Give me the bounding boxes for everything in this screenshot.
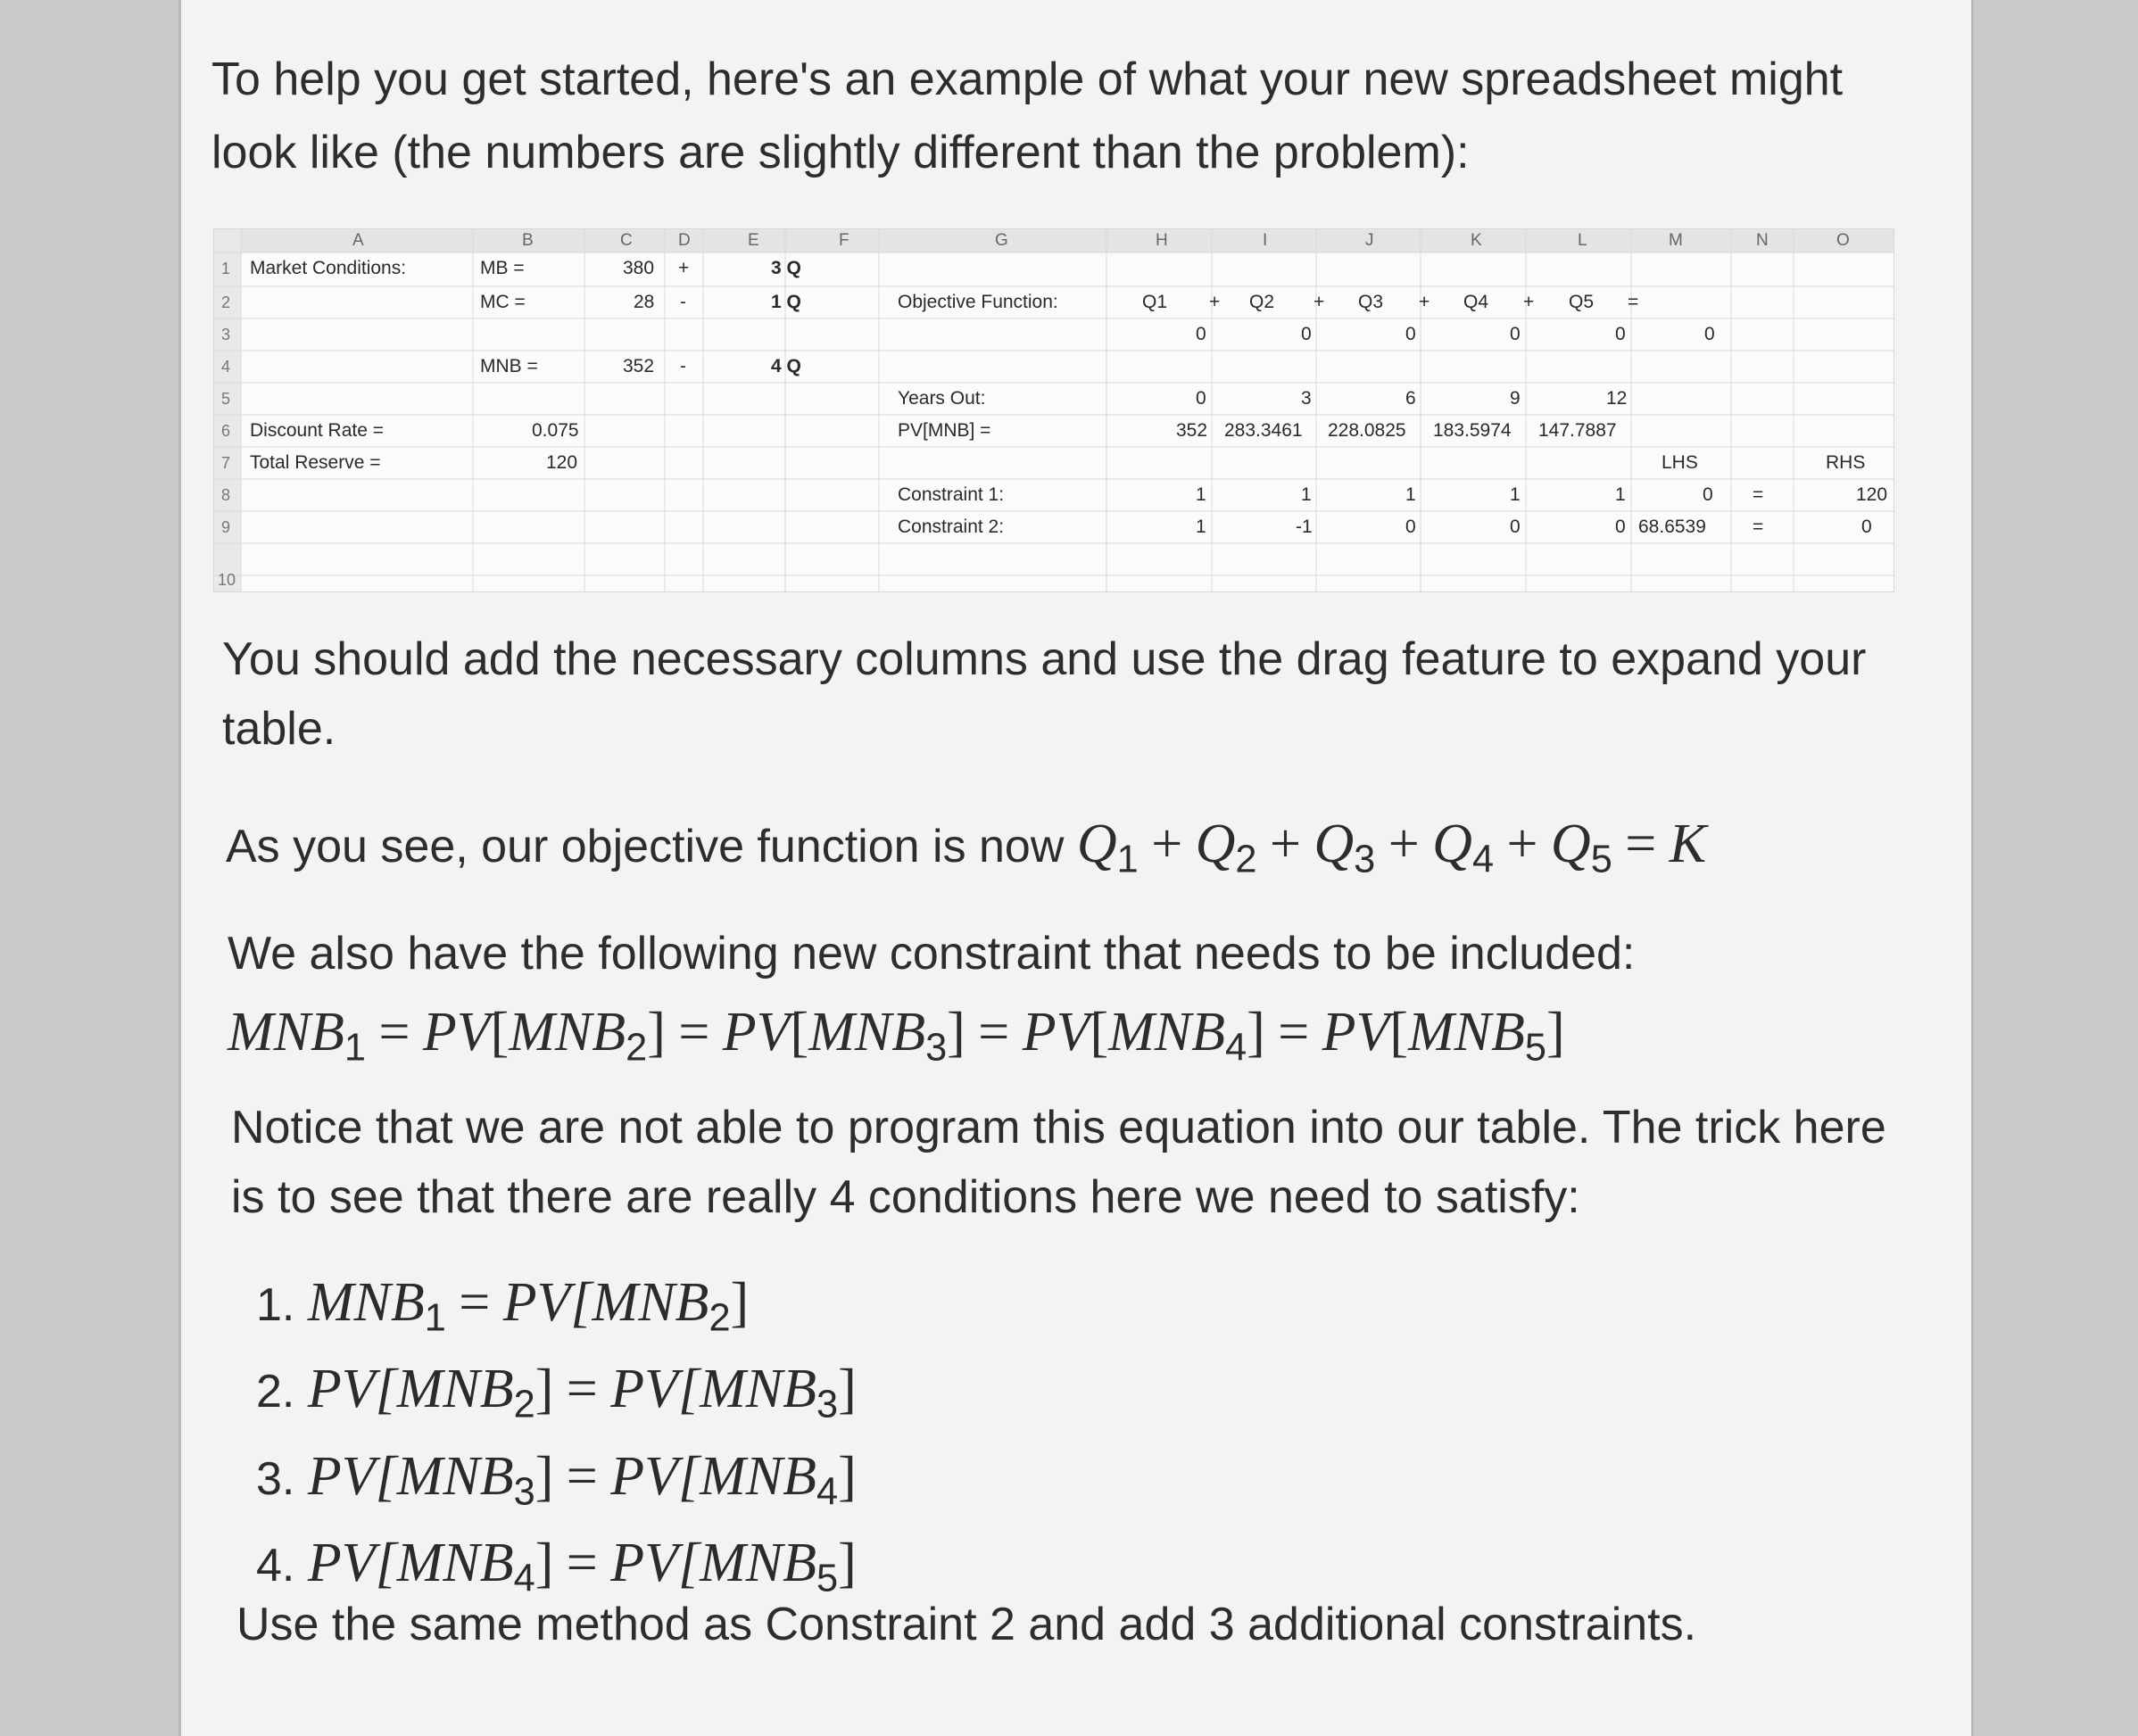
condition-item: 4. $PV[MNB_4] = PV[MNB_5]$	[256, 1533, 857, 1600]
condition-number: 2.	[256, 1366, 295, 1418]
lhs-label: LHS	[1662, 452, 1698, 473]
condition-right: PV[MNB	[610, 1445, 816, 1507]
constraint2-rhs: 0	[1861, 517, 1872, 537]
mc-label: MC =	[480, 292, 526, 312]
row-number-6: 6	[221, 422, 231, 440]
total-reserve-label: Total Reserve =	[250, 452, 381, 473]
constraint1-coeff: 1	[1615, 484, 1626, 505]
years-out-value: 9	[1510, 388, 1521, 409]
condition-left: PV[MNB	[307, 1445, 514, 1507]
constraint1-operator: =	[1753, 484, 1764, 505]
constraint1-coeff: 1	[1510, 484, 1521, 505]
mnb-slope: 4 Q	[771, 356, 801, 376]
pv-mnb-value: 228.0825	[1328, 420, 1406, 441]
q1-value: 0	[1196, 324, 1206, 344]
constraint2-lhs: 68.6539	[1638, 517, 1706, 537]
col-header-d: D	[678, 231, 691, 250]
rhs-label: RHS	[1826, 452, 1866, 473]
new-constraint-paragraph	[228, 914, 1923, 1087]
row-number-4: 4	[221, 358, 231, 376]
condition-left-subscript: 4	[513, 1557, 535, 1600]
mc-intercept: 28	[634, 292, 655, 312]
objective-term: Q4	[1463, 292, 1489, 312]
years-out-value: 3	[1301, 388, 1312, 409]
objective-function-label: Objective Function:	[898, 292, 1058, 312]
condition-right-subscript: 2	[709, 1296, 731, 1340]
col-header-k: K	[1471, 231, 1482, 250]
notice-paragraph: Notice that we are not able to program this equation into our table. The trick here is to see that there are really 4 conditions here we need to satisfy:	[231, 1102, 1886, 1223]
col-header-i: I	[1263, 231, 1268, 250]
new-constraint-intro: We also have the following new constraint that needs to be included:	[228, 928, 1636, 980]
constraint1-lhs: 0	[1703, 484, 1713, 505]
drag-note-paragraph: You should add the necessary columns and use the drag feature to expand your table.	[222, 633, 1867, 755]
constraint2-coeff: -1	[1296, 517, 1313, 537]
years-out-label: Years Out:	[898, 388, 986, 409]
col-header-l: L	[1578, 231, 1587, 250]
total-reserve-value: 120	[546, 452, 578, 473]
condition-right-subscript: 5	[816, 1557, 839, 1600]
spreadsheet-example	[213, 228, 1894, 592]
objective-term: +	[1523, 292, 1535, 312]
years-out-value: 6	[1405, 388, 1416, 409]
years-out-value: 0	[1196, 388, 1206, 409]
condition-right: PV[MNB	[610, 1533, 816, 1594]
col-header-c: C	[620, 231, 633, 250]
condition-item: 1. $MNB_1 = PV[MNB_2]$	[256, 1272, 750, 1340]
mb-sign: +	[678, 258, 690, 278]
objective-term: =	[1628, 292, 1639, 312]
condition-number: 3.	[256, 1452, 295, 1505]
constraint2-operator: =	[1753, 517, 1764, 537]
mnb-sign: -	[680, 356, 686, 376]
col-header-e: E	[748, 231, 759, 250]
objective-term: +	[1209, 292, 1221, 312]
row-number-9: 9	[221, 518, 231, 536]
col-header-f: F	[839, 231, 849, 250]
pv-mnb-label: PV[MNB] =	[898, 420, 991, 441]
condition-left-subscript: 3	[513, 1470, 535, 1514]
condition-number: 1.	[256, 1279, 295, 1331]
objective-term: Q3	[1358, 292, 1384, 312]
condition-left-subscript: 2	[513, 1383, 535, 1426]
col-header-g: G	[995, 231, 1008, 250]
q5-value: 0	[1615, 324, 1626, 344]
mnb-label: MNB =	[480, 356, 538, 376]
condition-right-subscript: 3	[816, 1383, 839, 1426]
document-page	[178, 0, 1974, 1736]
discount-rate-label: Discount Rate =	[250, 420, 384, 441]
objective-term: +	[1419, 292, 1430, 312]
mb-slope: 3 Q	[771, 258, 801, 278]
mc-slope: 1 Q	[771, 292, 801, 312]
objective-term: Q5	[1569, 292, 1595, 312]
col-header-j: J	[1365, 231, 1374, 250]
constraint1-coeff: 1	[1405, 484, 1416, 505]
row-number-5: 5	[221, 390, 231, 408]
pv-mnb-value: 147.7887	[1538, 420, 1617, 441]
condition-item: 3. $PV[MNB_3] = PV[MNB_4]$	[256, 1445, 857, 1514]
condition-left-subscript: 1	[424, 1296, 446, 1340]
col-header-h: H	[1156, 231, 1168, 250]
condition-right: PV[MNB	[610, 1359, 816, 1420]
row-number-10: 10	[218, 571, 236, 589]
row-number-3: 3	[221, 326, 231, 343]
col-header-m: M	[1669, 231, 1683, 250]
chained-equality-equation: $MNB_1 = PV[MNB_2] = PV[MNB_3] = PV[MNB_4] = PV[MNB_5]$	[228, 1002, 1565, 1070]
constraint1-coeff: 1	[1196, 484, 1206, 505]
condition-left: PV[MNB	[307, 1533, 514, 1594]
pv-mnb-value: 352	[1176, 420, 1208, 441]
condition-right: PV[MNB	[502, 1272, 709, 1333]
constraint1-label: Constraint 1:	[898, 484, 1005, 505]
condition-number: 4.	[256, 1540, 295, 1592]
mb-label: MB =	[480, 258, 525, 278]
objective-function-paragraph	[226, 807, 1921, 896]
col-header-a: A	[352, 231, 364, 250]
col-header-b: B	[522, 231, 534, 250]
mb-intercept: 380	[623, 258, 655, 278]
row-number-8: 8	[221, 486, 231, 504]
objective-total-value: 0	[1704, 324, 1715, 344]
pv-mnb-value: 283.3461	[1224, 420, 1303, 441]
col-header-o: O	[1836, 231, 1850, 250]
closing-paragraph: Use the same method as Constraint 2 and add 3 additional constraints.	[236, 1599, 1697, 1650]
col-header-n: N	[1756, 231, 1769, 250]
constraint2-coeff: 0	[1510, 517, 1521, 537]
objective-term: Q2	[1249, 292, 1275, 312]
constraint1-rhs: 120	[1856, 484, 1888, 505]
row-number-2: 2	[221, 293, 231, 311]
market-conditions-label: Market Conditions:	[250, 258, 407, 278]
years-out-value: 12	[1606, 388, 1628, 409]
mc-sign: -	[680, 292, 686, 312]
constraint2-label: Constraint 2:	[898, 517, 1005, 537]
objective-prefix: As you see, our objective function is now	[226, 821, 1065, 872]
discount-rate-value: 0.075	[532, 420, 579, 441]
conditions-list	[256, 1267, 857, 1615]
mnb-intercept: 352	[623, 356, 655, 376]
q3-value: 0	[1405, 324, 1416, 344]
objective-equation: $Q_1 + Q_2 + Q_3 + Q_4 + Q_5 = K$	[1076, 814, 1707, 881]
q4-value: 0	[1510, 324, 1521, 344]
condition-left: PV[MNB	[307, 1359, 514, 1420]
constraint1-coeff: 1	[1301, 484, 1312, 505]
row-number-7: 7	[221, 454, 231, 472]
condition-item: 2. $PV[MNB_2] = PV[MNB_3]$	[256, 1359, 857, 1426]
constraint2-coeff: 0	[1615, 517, 1626, 537]
constraint2-coeff: 0	[1405, 517, 1416, 537]
constraint2-coeff: 1	[1196, 517, 1206, 537]
intro-paragraph: To help you get started, here's an example of what your new spreadsheet might look like (the numbers are slightly different than the problem):	[211, 54, 1844, 178]
objective-term: +	[1313, 292, 1325, 312]
q2-value: 0	[1301, 324, 1312, 344]
pv-mnb-value: 183.5974	[1433, 420, 1512, 441]
condition-right-subscript: 4	[816, 1470, 839, 1514]
condition-close-bracket: ]	[730, 1272, 750, 1333]
row-number-1: 1	[221, 260, 231, 277]
condition-left: MNB	[307, 1272, 425, 1333]
objective-term: Q1	[1142, 292, 1168, 312]
